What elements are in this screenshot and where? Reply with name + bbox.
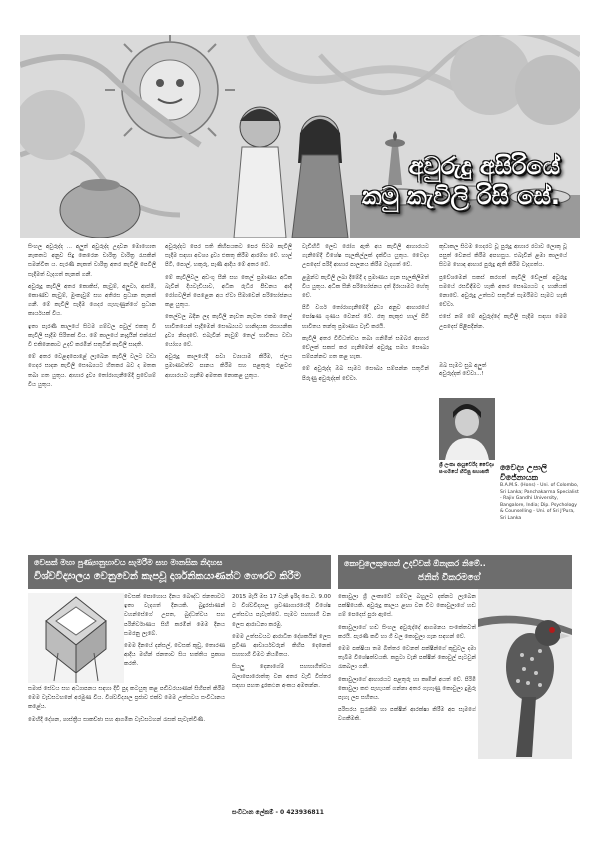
koel-bird-photo	[478, 589, 572, 759]
contact-line: සංවිධාන ලේකම් - 0 423936811	[232, 809, 324, 816]
article-header-bar	[28, 555, 331, 589]
paragraph: මේ අවුරුද්ද ඔබ සැමට සෞඛ්‍ය සම්පන්න සතුටින් පිරුණු අවුරුද්දක් වේවා.	[302, 366, 429, 382]
paragraph: සිංහල අවුරුද්ද ... අලුත් අවුරුද්ද උදාවන මොහොත නැකතට අනුව සිදු කෙරෙන චාරිත්‍ර වාරිත්‍ර රැසකින් සමන්විත ය. පැරණි නැකත් චාරිත්‍ර අතර කැවිලි පෙවිලි සෑදීමත් වැදගත් තැනක් ගනී.	[28, 244, 156, 278]
paragraph: මෙම දිනයේ දන්සල්, වෙසක් කූඩු, තොරණ ආදිය මඟින් ජනතාව සිය භක්තිය ප්‍රකාශ කරති.	[124, 643, 225, 668]
paragraph: මෙහිදී දේශන, ශාස්ත්‍රීය සාකච්ඡා සහ ආගමික වැඩසටහන් රැසක් පැවැත්විණි.	[28, 716, 206, 723]
main-headline-line-1: අවුරුදු අසිරියේ	[408, 152, 560, 180]
author-photo	[439, 398, 495, 460]
vesak-article	[28, 555, 331, 825]
paragraph: වැඩිහිටි ලෙඩ රෝග ඇති අය කැවිලි ආහාරයට ගැනීමේදී විශේෂ සැලකිල්ලක් දැක්විය යුතුය. වෛද්‍ය උපදෙස් පරිදි ආහාර පාලනය කිරීම වැදගත් වේ.	[302, 244, 429, 269]
sign-off-text: ඔබ සැමට සුබ අලුත් අවුරුද්දක් වේවා...!	[439, 363, 487, 377]
paragraph: ඉතා පැරණි කාලයේ සිටම ගම්වල පවුල් එකතු වී කැවිලි සෑදීම සිරිතක් විය. මේ කාලයේ නෑදෑයින් එක්රැස් වී එකිනෙකාට උදව් කරමින් සතුටින් කැවිලි සාදති.	[28, 323, 156, 349]
paragraph: 2015 මැයි මස 17 වැනි ඉරිදා පෙ.ව. 9.00 ට විශ්වවිද්‍යාල ශ්‍රවණාගාරයේදී විශේෂ උත්සවය පැවැත්වේ. සැමට සහභාගි වන ලෙස ආරාධනා කරමු.	[232, 594, 331, 628]
author-credentials: B.A.M.S. (Hons) - Uni. of Colombo, Sri Lanka; Panchakarma Specialist - Rajiv Gandhi University, Bangalore, India; Dip. Psychology & Counselling - Uni. of Sri J'Pura, Sri Lanka	[500, 483, 579, 521]
vesak-lantern-illustration	[28, 593, 124, 683]
article-column-1	[28, 243, 156, 543]
paragraph: කොවුලා ශ්‍රී ලංකාවේ ගම්වල බහුලව දක්නට ලැබෙන පක්ෂියෙකි. අවුරුදු කාලය ළඟා වන විට කොවුලාගේ හඬ ගම් පෙදෙස් පුරා ඇසේ.	[338, 594, 476, 619]
lantern-icon	[28, 593, 124, 683]
article-header-bar	[338, 555, 572, 589]
paragraph: සියලු දෙනාගේම සහභාගීත්වය බලාපොරොත්තු වන අතර වැඩි විස්තර සඳහා පහත දුරකථන අංකය අමතන්න.	[232, 664, 331, 689]
paragraph: පිටි වර්ග තෝරාගැනීමේදී ද්‍රව්‍ය අනුව ආහාරයේ පෝෂණ ගුණය වෙනස් වේ. රතු කැකුළු හාල් පිටි භාවිතය තන්තු ප්‍රමාණය වැඩි කරයි.	[302, 305, 429, 330]
paragraph: සමාජ සේවය සහ අධ්‍යාපනය සඳහා දිවි පුදා කටයුතු කළ පඬිවරයාණන් සිහිපත් කිරීම මෙම වැඩසටහනේ අරමුණ විය. විශ්වවිද්‍යාල ප්‍රජාව එක්ව මෙම උත්සවය සංවිධානය කළේය.	[28, 686, 225, 711]
author-name: වෛද්‍ය උපාලි විජේනායක	[500, 463, 547, 482]
author-role: ශ්‍රී ලංකා ආයුර්වේද වෛද්‍ය සංගමයේ හිටපු සභාපති	[439, 462, 494, 475]
koel-article	[338, 555, 572, 825]
paragraph: ප්‍රවේශමෙන් සකස් කරගත් කැවිලි වේලක් අවුරුදු සමයේ රසවිඳීමට හැකි අතර සෞඛ්‍යයට ද හානියක් නොවේ. අවුරුදු උත්සව සතුටින් සැමරීමට සැමට හැකි වේවා.	[439, 274, 567, 309]
paragraph: අවුරුදු කාලයේදී පවා ව්‍යායාම කිරීම, ජලය ප්‍රමාණවත්ව පානය කිරීම සහ පළතුරු එළවළු ආහාරයට ගැනීම අමතක නොකළ යුතුය.	[165, 354, 292, 379]
paragraph: කැවිලි අතර විවිධත්වය තබා ගනිමින් සමබර ආහාර වේලක් සකස් කර ගැනීමෙන් අවුරුදු සමය සෞඛ්‍ය සම්පන්නව ගත කළ හැක.	[302, 335, 429, 361]
paragraph: එසේ නම් මේ අවුරුද්දේ කැවිලි සෑදීම සඳහා මෙම උපදෙස් පිළිපදින්න.	[439, 314, 567, 330]
paragraph: අවුරුදු කැවිලි අතර කොකිස්, කැවුම්, අලුවා, ආස්මී, කොණ්ඩ කැවුම්, මුංකැවුම් සහ අතිරස ප්‍රධාන තැනක් ගනී. මේ කැවිලි සෑදීම ගෙදර ගැහැණුන්ගේ ප්‍රධාන කාර්යයක් විය.	[28, 283, 156, 318]
article-headline: වෙසක් මහා පුණ්‍යානුභාවය සැමරීම සහ මානසික නිදහස	[34, 558, 223, 567]
vesak-column-1b	[28, 685, 225, 805]
paragraph: මේ අතර වෙළඳපොළේ ලැබෙන කැවිලි වලට වඩා ගෙදර සාදන කැවිලි සෞඛ්‍යයට හිතකර බව ද මතක තබා ගත යුතුය. ආහාර ද්‍රව්‍ය තෝරාගැනීමේදී ප්‍රවේශම් විය යුතුය.	[28, 354, 156, 388]
paragraph: අවුරුද්දට පෙර සති කිහිපයකට පෙර සිටම කැවිලි සෑදීම සඳහා අවශ්‍ය ද්‍රව්‍ය එකතු කිරීම ආරම්භ වේ. හාල් පිටි, පොල්, හකුරු, පැණි ආදිය මේ අතර වේ.	[165, 244, 292, 269]
paragraph: මෙම පක්ෂියා තම බිත්තර වෙනත් පක්ෂීන්ගේ කූඩුවල දමා තැබීම විශේෂත්වයකි. කපුටා වැනි පක්ෂීන් කොවුල් පැටවුන් රැකබලා ගනී.	[338, 646, 476, 671]
article-subheadline: විශ්වවිද්‍යාලය වෙනුවෙන් කැපවූ දාර්ශනිකයාණන්ට ගෞරව කිරීම	[34, 571, 301, 582]
paragraph: කොවුලාගේ ආහාරයට පළතුරු හා කෘමීන් අයත් වේ. පිරිමි කොවුලා කළු පැහැයක් ගන්නා අතර ගැහැණු කොවුලා දුඹුරු පැහැ ලප සහිතය.	[338, 676, 476, 702]
koel-column	[338, 593, 476, 823]
paragraph: ළමුන්ට කැවිලි ලබා දීමේදී ද ප්‍රමාණය ගැන සැලකිලිමත් විය යුතුය. අධික සීනි පරිභෝජනය දත් දිරායාමට හේතු වේ.	[302, 274, 429, 300]
vesak-column-2	[232, 593, 331, 803]
person-silhouette	[439, 398, 495, 460]
article-headline: කොවුලෙකුගෙන් උදව්වක් ඕනෑකර නිමේ..	[344, 559, 486, 568]
article-column-2	[165, 243, 292, 543]
paragraph: මෙම උත්සවයට ආරාධිත දේශකයින් ලෙස ප්‍රවීණ ආචාර්යවරුන් කිහිප දෙනෙක් සහභාගී වීමට නියමිතය.	[232, 633, 331, 659]
paragraph: වෙසක් පොහොය දිනය බෞද්ධ ජනතාවට ඉතා වැදගත් දිනයකි. බුදුරජාණන් වහන්සේගේ උපත, බුද්ධත්වය සහ පරිනිර්වාණය සිහි කරමින් මෙම දිනය සමරනු ලැබේ.	[124, 594, 225, 637]
paragraph: තෙල්වල බදින ලද කැවිලි නැවත නැවත එකම තෙල් භාවිතයෙන් සෑදීමෙන් සෞඛ්‍යයට හානිදායක රසායනික ද්‍රව්‍ය නිපදවේ. එබැවින් නැවුම් තෙල් භාවිතය වඩා යෝග්‍ය වේ.	[165, 314, 292, 349]
article-column-3	[302, 243, 429, 543]
main-headline-line-2: කමු කැවිලි රිසි සේ.	[361, 182, 560, 210]
paragraph: කොවුලාගේ හඬ සිංහල අවුරුද්දේ ආගමනය සංකේතවත් කරයි. පැරණි කවි හා ගී වල කොවුලා ගැන සඳහන් වේ.	[338, 624, 476, 640]
paragraph: පරිසරය සුරැකීම හා පක්ෂීන් ආරක්ෂා කිරීම අප සැමගේ වගකීමකි.	[338, 707, 476, 723]
paragraph: මේ කැවිලිවල අඩංගු සීනි සහ තෙල් ප්‍රමාණය අධික බැවින් දියවැඩියාව, අධික රුධිර පීඩනය ආදී රෝගවලින් පෙළෙන අය ඒවා සීමාවෙන් පරිභෝජනය කළ යුතුය.	[165, 274, 292, 309]
bird-icon	[478, 589, 572, 759]
paragraph: කුඩාකල සිටම ගෙදරට වූ පුරුදු ආහාර රටාව ලොකු වූ පසුත් වෙනස් කිරීම අපහසුය. එබැවින් ළමා කාලයේ සිටම හොඳ ආහාර පුරුදු ඇති කිරීම වැදගත්ය.	[439, 244, 567, 269]
article-author: ජනිත් විකරමගේ	[418, 573, 481, 583]
